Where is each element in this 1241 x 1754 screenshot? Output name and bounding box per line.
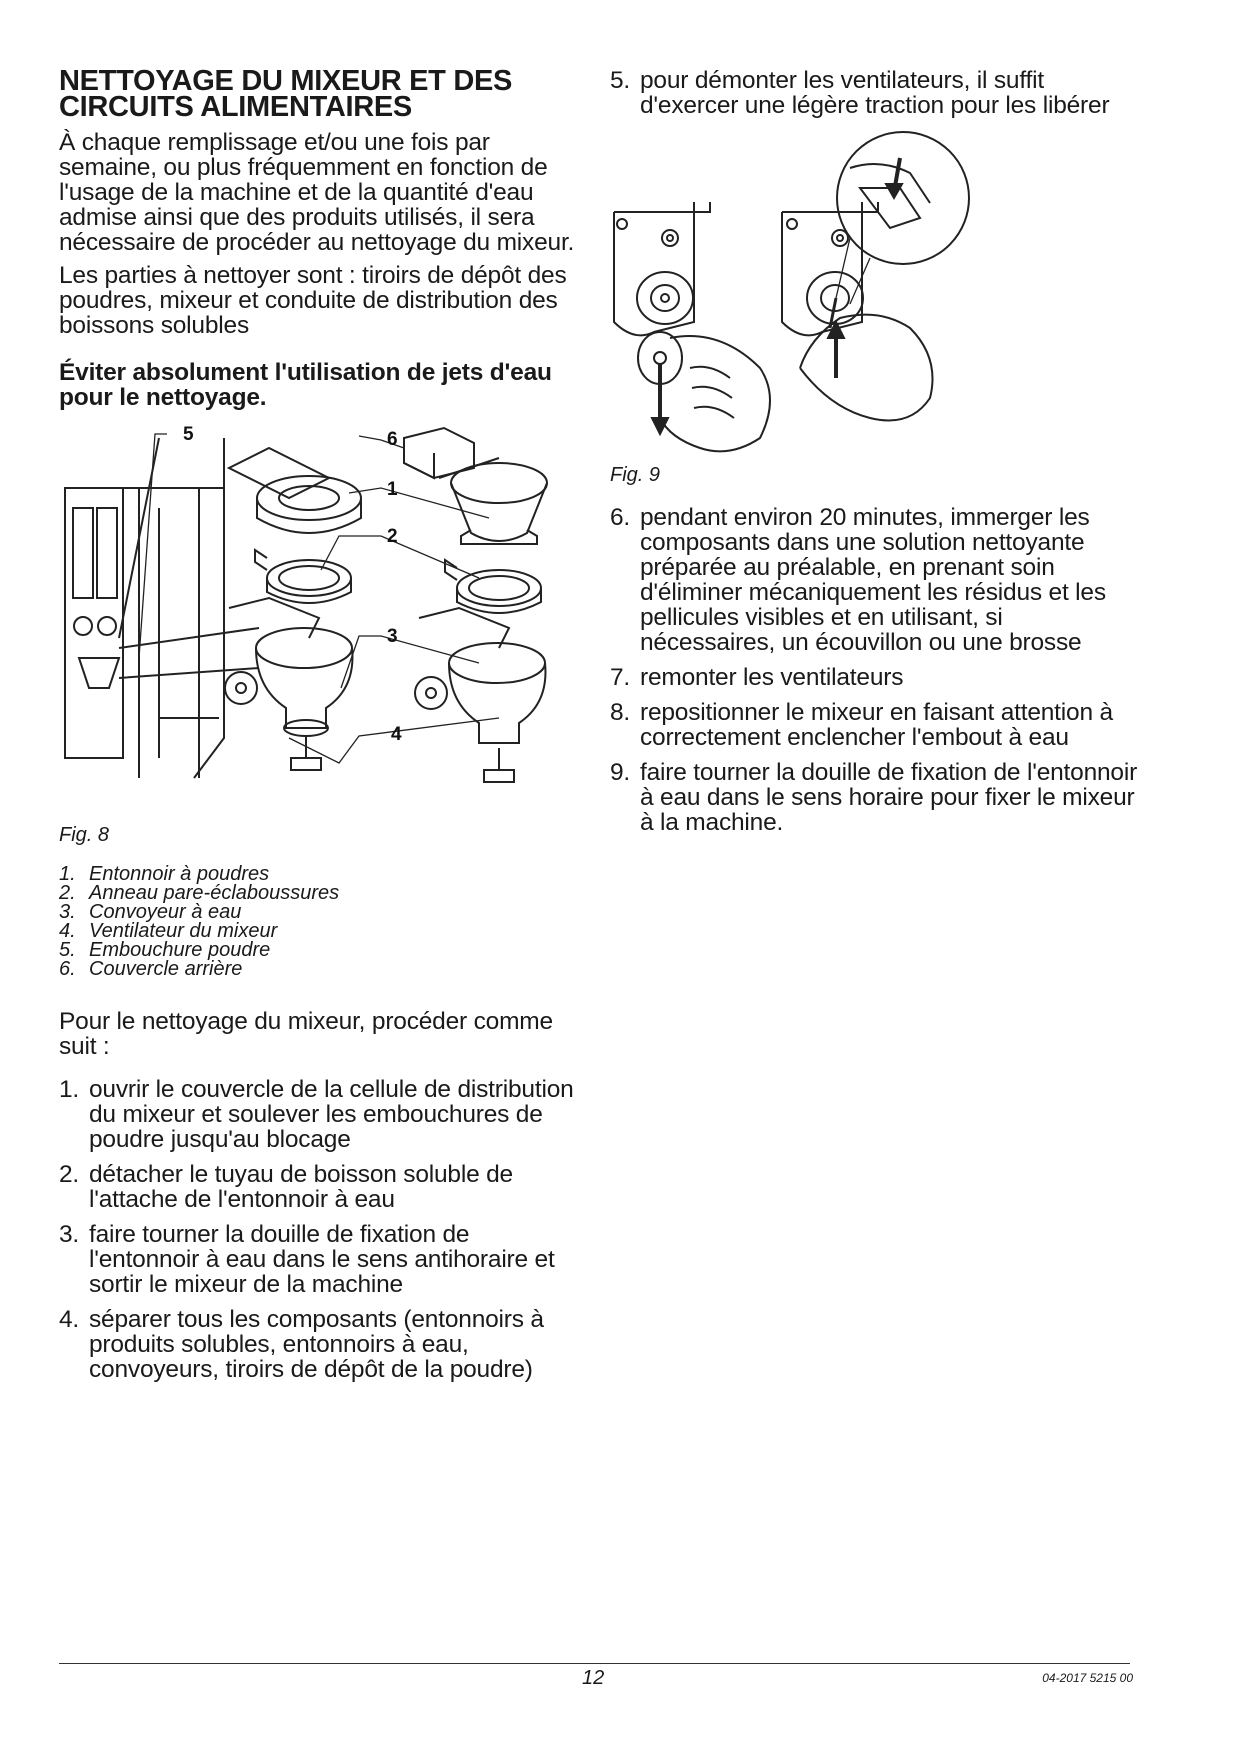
callout-4: 4: [391, 724, 402, 745]
step-item: 3. faire tourner la douille de fixation de l'entonnoir à eau dans le sens antihoraire et sortir le mixeur de la machine: [59, 1221, 555, 1298]
steps-list-right: [610, 505, 1140, 835]
legend-item: 3. Convoyeur à eau: [59, 901, 242, 923]
right-column: [610, 68, 1140, 845]
figure-9: [610, 128, 1140, 487]
left-column: [59, 65, 579, 1392]
procedure-intro: Pour le nettoyage du mixeur, procéder comme suit :: [59, 1008, 553, 1060]
step-item: 1. ouvrir le couvercle de la cellule de distribution du mixeur et soulever les embouchures de poudre jusqu'au blocage: [59, 1076, 574, 1153]
figure-8-caption: Fig. 8: [59, 824, 110, 846]
callout-2: 2: [387, 526, 398, 547]
step-item: 5. pour démonter les ventilateurs, il suffit d'exercer une légère traction pour les libérer: [610, 67, 1110, 119]
figure-8: [59, 418, 579, 847]
step-5: [610, 68, 1140, 118]
step-item: 7. remonter les ventilateurs: [610, 664, 904, 691]
warning-text: Éviter absolument l'utilisation de jets d'eau pour le nettoyage.: [59, 359, 552, 411]
step-item: 8. repositionner le mixeur en faisant attention à correctement enclencher l'embout à eau: [610, 699, 1113, 751]
document-code: 04-2017 5215 00: [1042, 1671, 1133, 1685]
legend-item: 5. Embouchure poudre: [59, 939, 271, 961]
page-title: NETTOYAGE DU MIXEUR ET DES CIRCUITS ALIMENTAIRES: [59, 65, 513, 123]
callout-3: 3: [387, 626, 398, 647]
intro-paragraph-1: À chaque remplissage et/ou une fois par semaine, ou plus fréquemment en fonction de l'usage de la machine et de la quantité d'eau admise ainsi que des produits utilisés, il sera nécessaire de procéder au nettoyage du mixeur.: [59, 129, 575, 256]
callout-6: 6: [387, 429, 398, 450]
intro-paragraph-2: Les parties à nettoyer sont : tiroirs de dépôt des poudres, mixeur et conduite de distribution des boissons solubles: [59, 262, 567, 339]
page-number: 12: [582, 1667, 605, 1689]
step-item: 4. séparer tous les composants (entonnoirs à produits solubles, entonnoirs à eau, convoyeurs, tiroirs de dépôt de la poudre): [59, 1306, 544, 1383]
footer-divider: [59, 1663, 1130, 1664]
mixer-exploded-diagram: [59, 418, 579, 818]
legend-item: 4. Ventilateur du mixeur: [59, 920, 278, 942]
legend-item: 1. Entonnoir à poudres: [59, 863, 270, 885]
legend-item: 6. Couvercle arrière: [59, 958, 243, 980]
figure-9-caption: Fig. 9: [610, 464, 661, 486]
callout-1: 1: [387, 479, 398, 500]
legend-item: 2. Anneau pare-éclaboussures: [59, 882, 340, 904]
step-item: 6. pendant environ 20 minutes, immerger les composants dans une solution nettoyante préparée au préalable, en prenant soin d'éliminer mécaniquement les résidus et les pellicules visibles et en utilisant, si nécessaires, un écouvillon ou une brosse: [610, 504, 1106, 656]
figure-8-legend: [59, 865, 579, 979]
callout-5: 5: [183, 424, 194, 445]
step-item: 9. faire tourner la douille de fixation de l'entonnoir à eau dans le sens horaire pour fixer le mixeur à la machine.: [610, 759, 1138, 836]
steps-list-left: [59, 1077, 579, 1382]
step-item: 2. détacher le tuyau de boisson soluble de l'attache de l'entonnoir à eau: [59, 1161, 513, 1213]
fan-removal-diagram: [610, 128, 970, 458]
